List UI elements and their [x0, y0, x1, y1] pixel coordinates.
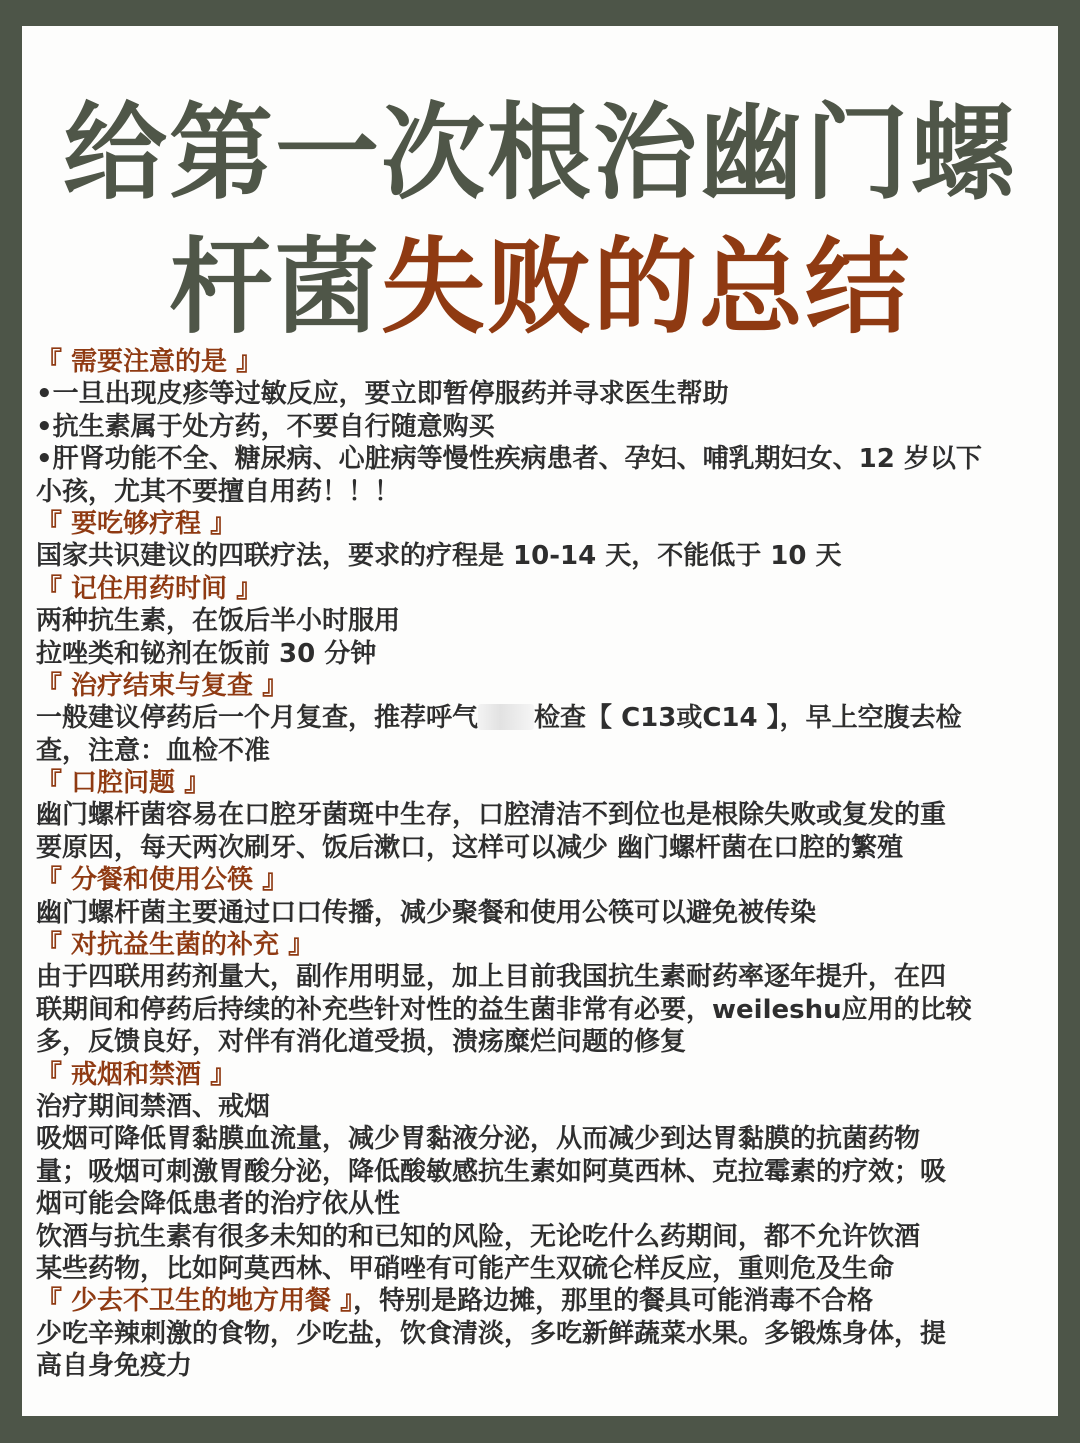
body-line: 某些药物，比如阿莫西林、甲硝唑有可能产生双硫仑样反应，重则危及生命: [36, 1253, 895, 1284]
body-line: 拉唑类和铋剂在饭前 30 分钟: [36, 638, 377, 669]
section-heading: 『 少去不卫生的地方用餐 』: [36, 1286, 354, 1317]
title-line-1: 给第一次根治幽门螺: [62, 92, 1017, 214]
body-line: •肝肾功能不全、糖尿病、心脏病等慢性疾病患者、孕妇、哺乳期妇女、12 岁以下: [36, 444, 982, 475]
body-line: 高自身免疫力: [36, 1351, 193, 1382]
heading-tail: ，特别是路边摊，那里的餐具可能消毒不合格: [353, 1286, 874, 1317]
redaction-mask: [478, 704, 534, 730]
section-heading: 『 需要注意的是 』: [36, 347, 263, 377]
body-line: 由于四联用药剂量大，副作用明显，加上目前我国抗生素耐药率逐年提升，在四: [36, 962, 947, 993]
body-line: 幽门螺杆菌主要通过口口传播，减少聚餐和使用公筷可以避免被传染: [36, 897, 817, 928]
section-heading-inline: [36, 1285, 1046, 1317]
body-line: 两种抗生素，在饭后半小时服用: [36, 606, 401, 637]
body-line: 联期间和停药后持续的补充些针对性的益生菌非常有必要，weileshu应用的比较: [36, 994, 972, 1025]
section-heading: 『 要吃够疗程 』: [36, 508, 237, 539]
body-line: 饮酒与抗生素有很多未知的和已知的风险，无论吃什么药期间，都不允许饮酒: [36, 1221, 921, 1252]
body-line: •抗生素属于处方药，不要自行随意购买: [36, 411, 495, 442]
document-card: [22, 26, 1058, 1416]
body-line: 吸烟可降低胃黏膜血流量，减少胃黏液分泌，从而减少到达胃黏膜的抗菌药物: [36, 1124, 921, 1155]
body-line: 小孩，尤其不要擅自用药！！！: [36, 476, 401, 507]
section-heading: 『 记住用药时间 』: [36, 573, 263, 604]
body-line: 少吃辛辣刺激的食物，少吃盐，饮食清淡，多吃新鲜蔬菜水果。多锻炼身体，提: [36, 1318, 947, 1349]
body-line: 幽门螺杆菌容易在口腔牙菌斑中生存，口腔清洁不到位也是根除失败或复发的重: [36, 800, 947, 831]
masked-after: 检查【 C13或C14 】，早上空腹去检: [534, 703, 962, 734]
body-line: 查，注意：血检不准: [36, 735, 271, 766]
body-line: 量；吸烟可刺激胃酸分泌，降低酸敏感抗生素如阿莫西林、克拉霉素的疗效；吸: [36, 1156, 947, 1187]
section-heading: 『 口腔问题 』: [36, 768, 211, 799]
body-line-masked: [36, 702, 1046, 734]
article-body: [36, 346, 1046, 1383]
body-line: 多，反馈良好，对伴有消化道受损，溃疡糜烂问题的修复: [36, 1027, 687, 1058]
section-heading: 『 戒烟和禁酒 』: [36, 1059, 237, 1090]
section-heading: 『 治疗结束与复查 』: [36, 670, 289, 701]
section-heading: 『 分餐和使用公筷 』: [36, 865, 289, 896]
title-line-2: [22, 222, 1058, 352]
title-plain: 杆菌: [168, 226, 381, 348]
body-line: 烟可能会降低患者的治疗依从性: [36, 1189, 401, 1220]
masked-before: 一般建议停药后一个月复查，推荐呼气: [36, 703, 479, 734]
title-accent: 失败的总结: [381, 226, 912, 348]
section-heading: 『 对抗益生菌的补充 』: [36, 930, 315, 961]
body-line: 要原因，每天两次刷牙、饭后漱口，这样可以减少 幽门螺杆菌在口腔的繁殖: [36, 832, 904, 863]
body-line: 治疗期间禁酒、戒烟: [36, 1091, 271, 1122]
body-line: 国家共识建议的四联疗法，要求的疗程是 10-14 天，不能低于 10 天: [36, 541, 842, 572]
body-line: •一旦出现皮疹等过敏反应，要立即暂停服药并寻求医生帮助: [36, 379, 729, 410]
